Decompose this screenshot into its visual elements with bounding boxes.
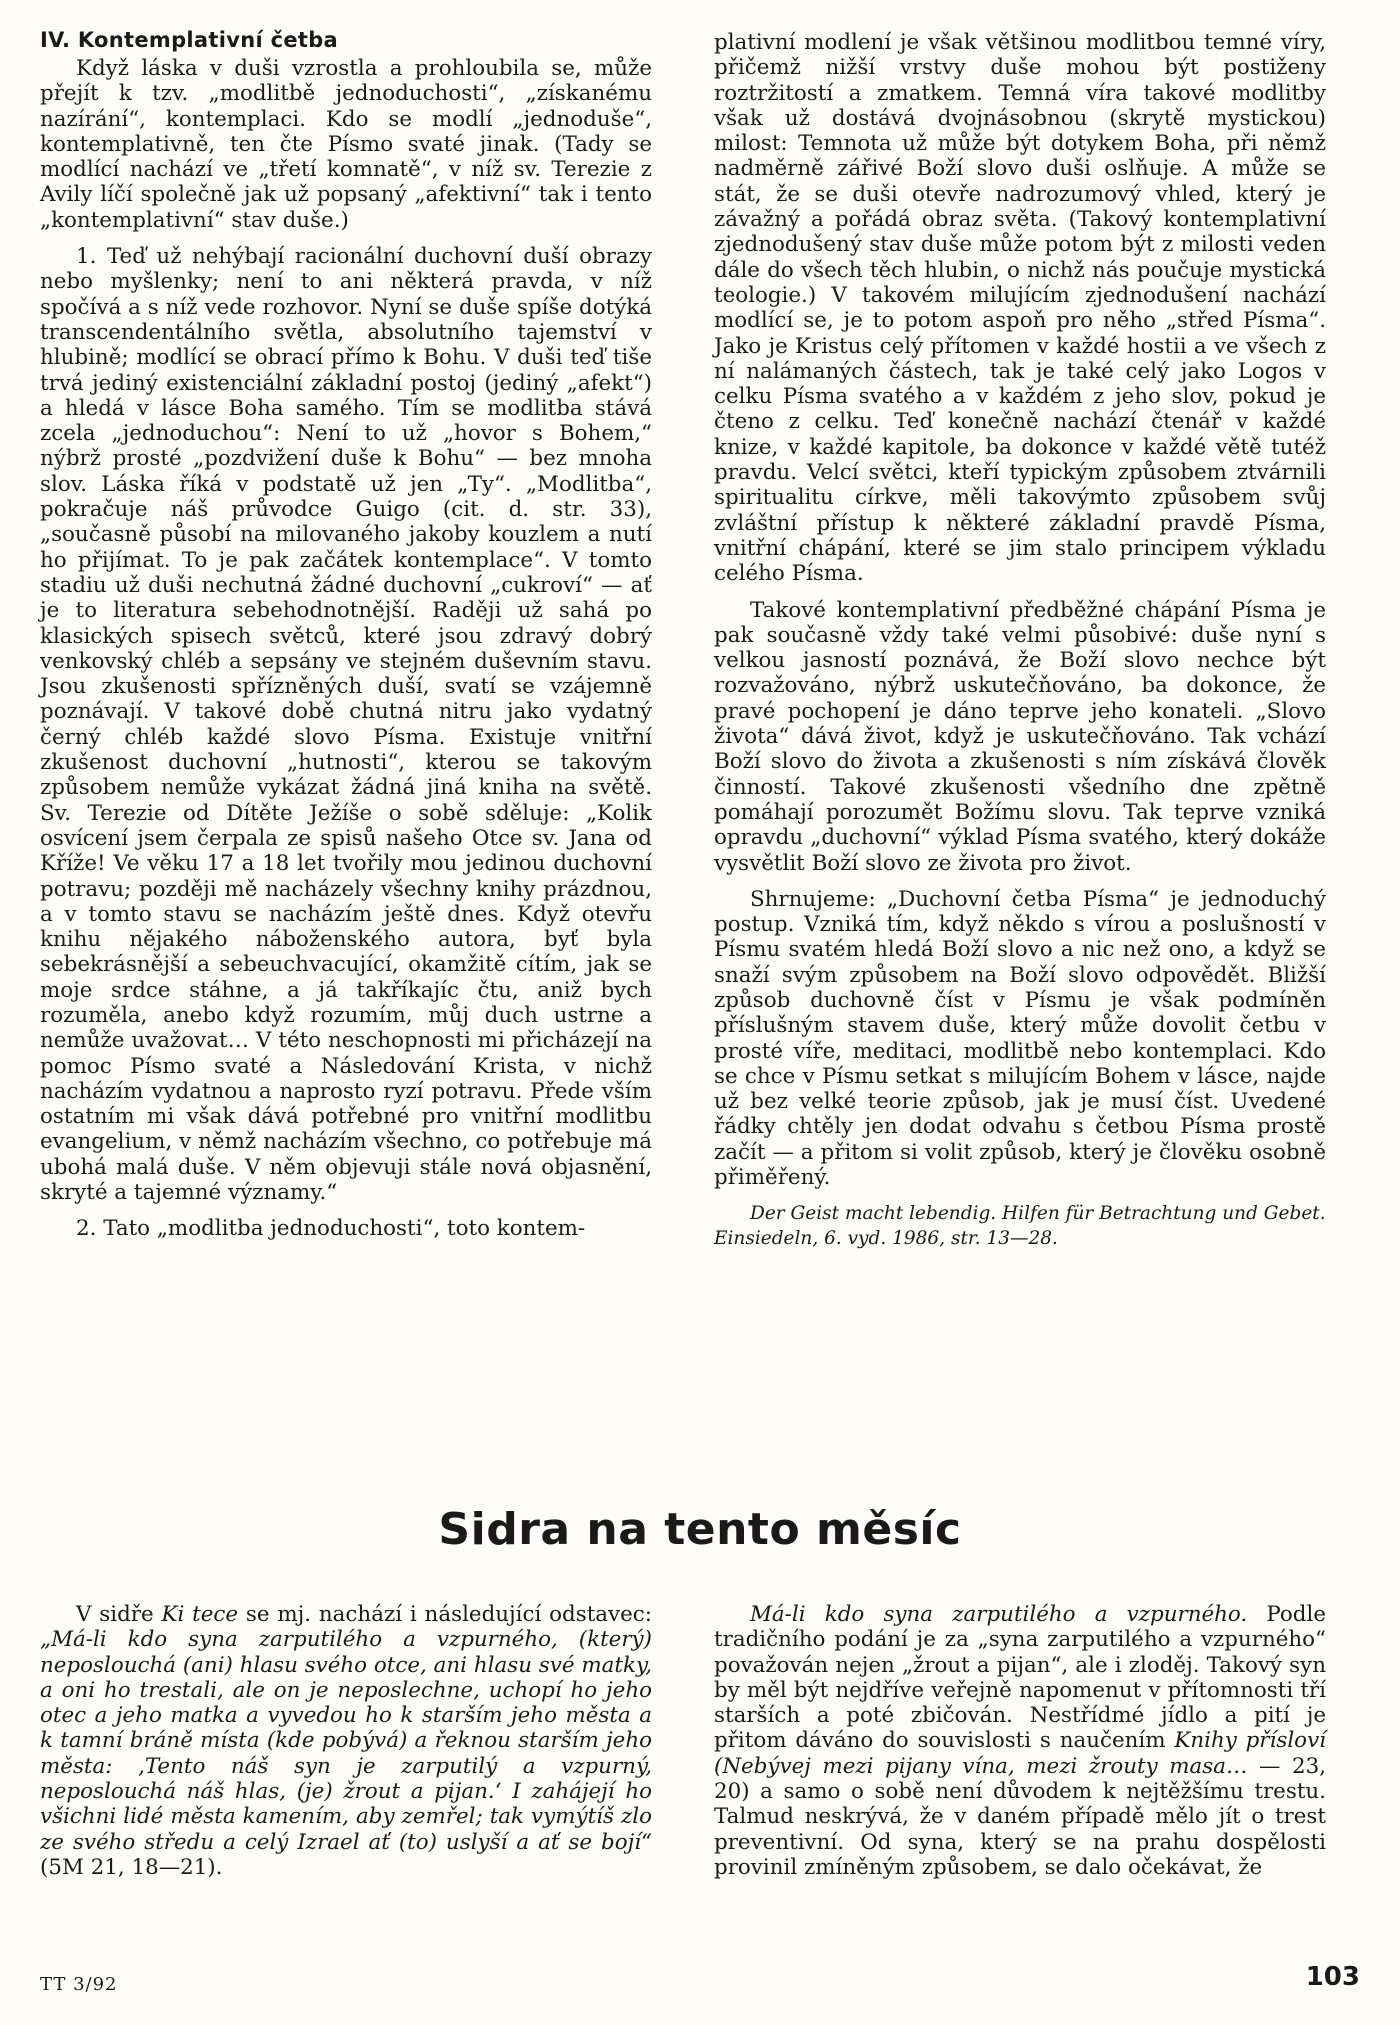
bible-reference: (5M 21, 18—21). — [40, 1854, 223, 1880]
body-text: Podle tradičního podání je za „syna zarputilého a vzpurného“ považován nejen „žrout a pijan“, ale i zloděj. Takový syn by měl být nejdříve veřejně napomenut v přítomnosti tří starších a poté zbičován. Nestřídmé jídlo a pití je přitom dáváno do souvislosti s naučením — [714, 1602, 1326, 1754]
bible-quote: „Má-li kdo syna zarputilého a vzpurného, (který) neposlouchá (ani) hlasu svého otce, ani hlasu své matky, a oni ho trestali, ale on je neposlechne, uchopí ho jeho otec a jeho matka a vyvedou ho k starším jeho města a k tamní bráně místa (kde pobývá) a řeknou starším jeho města: ‚Tento náš syn je zarputilý a vzpurný, neposlouchá náš hlas, (je) žrout a pijan.‘ I zahájejí ho všichni lidé města kamením, aby zemřel; tak vymýtíš zlo ze svého středu a celý Izrael ať (to) uslyší a ať se bojí“ — [40, 1627, 652, 1855]
intro-text: se mj. nachází i následující odstavec: — [238, 1602, 652, 1627]
section-left-column — [40, 56, 652, 1242]
issue-label: TT 3/92 — [40, 1974, 118, 1995]
paragraph — [40, 1602, 652, 1880]
paragraph: 2. Tato „modlitba jednoduchosti“, toto kontem- — [76, 1216, 586, 1242]
quote-lead: Má-li kdo syna zarputilého a vzpurného. — [750, 1602, 1248, 1627]
section-heading: IV. Kontemplativní četba — [40, 28, 339, 52]
section-right-column — [714, 30, 1326, 1251]
intro-text: V sidře — [76, 1602, 162, 1627]
article-title: Sidra na tento měsíc — [438, 1504, 962, 1555]
paragraph: 1. Teď už nehýbají racionální duchovní duší obrazy nebo myšlenky; není to ani některá pravda, v níž spočívá a s níž vede rozhovor. Nyní se duše spíše dotýká transcendentálního světla, absolutního tajemství v hlubině; modlící se obrací přímo k Bohu. V duši teď tiše trvá jediný existenciální základní postoj (jediný „afekt“) a hledá v lásce Boha samého. Tím se modlitba stává zcela „jednoduchou“: Není to už „hovor s Bohem,“ nýbrž prosté „pozdvižení duše k Bohu“ — bez mnoha slov. Láska říká v podstatě už jen „Ty“. „Modlitba“, pokračuje náš průvodce Guigo (cit. d. str. 33), „současně působí na milovaného jakoby kouzlem a nutí ho přijímat. To je pak začátek kontemplace“. V tomto stadiu už duši nechutná žádné duchovní „cukroví“ — ať je to literatura sebehodnotnější. Raději už sahá po klasických spisech světců, které jsou zdravý dobrý venkovský chléb a sepsány ve stejném duševním stavu. Jsou zkušenosti spřízněných duší, svatí se vzájemně poznávají. V takové době chutná nitru jako vydatný černý chléb každé slovo Písma. Existuje vnitřní zkušenost duchovní „hutnosti“, kterou se takovým způsobem nemůže vykázat žádná jiná kniha na světě. Sv. Terezie od Dítěte Ježíše o sobě sděluje: „Kolik osvícení jsem čerpala ze spisů našeho Otce sv. Jana od Kříže! Ve věku 17 a 18 let tvořily mou jedinou duchovní potravu; později mě nacházely všechny knihy prázdnou, a v tomto stavu se nacházím ještě dnes. Když otevřu knihu nějakého náboženského autora, byť byla sebekrásnější a sebeuchvacující, okamžitě cítím, jak se moje srdce stáhne, a já takříkajíc čtu, aniž bych rozuměla, anebo když rozumím, můj duch ustrne a nemůže uvažovat… V této neschopnosti mi přicházejí na pomoc Písmo svaté a Následování Krista, v nichž nacházím vydatnou a naprosto ryzí potravu. Přede vším ostatním mi však dává potřebné pro vnitřní modlitbu evangelium, v němž nacházím všechno, co potřebuje má ubohá malá duše. V něm objevuji stále nová objasnění, skryté a tajemné významy.“ — [40, 244, 652, 1206]
sidra-name: Ki tece — [161, 1602, 239, 1627]
article-right-column — [714, 1602, 1326, 1880]
article-left-column — [40, 1602, 652, 1880]
paragraph: Když láska v duši vzrostla a prohloubila se, může přejít k tzv. „modlitbě jednoduchosti“, „získanému nazírání“, kontemplaci. Kdo se modlí „jednoduše“, kontemplativně, ten čte Písmo svaté jinak. (Tady se modlící nachází ve „třetí komnatě“, v níž sv. Terezie z Avily líčí společně jak už popsaný „afektivní“ tak i tento „kontemplativní“ stav duše.) — [40, 56, 652, 233]
paragraph — [714, 1602, 1326, 1880]
paragraph: Takové kontemplativní předběžné chápání Písma je pak současně vždy také velmi působivé: duše nyní s velkou jasností poznává, že Boží slovo nechce být rozvažováno, nýbrž uskutečňováno, ba dokonce, že pravé pochopení je dáno teprve jeho konateli. „Slovo života“ dává život, když je uskutečňováno. Tak vchází Boží slovo do života a zkušenosti s ním získává člověk činností. Takové zkušenosti všedního dne zpětně pomáhají porozumět Božímu slovu. Tak teprve vzniká opravdu „duchovní“ výklad Písma svatého, který dokáže vysvětlit Boží slovo ze života pro život. — [714, 597, 1326, 876]
paragraph: plativní modlení je však většinou modlitbou temné víry, přičemž nižší vrstvy duše mohou být postiženy roztržitostí a zmatkem. Temná víra takové modlitby však už dostává dvojnásobnou (skrytě mystickou) milost: Temnota už může být dotykem Boha, při němž nadměrně zářivé Boží slovo duši oslňuje. A může se stát, že se duši otevře nadrozumový vhled, který je závažný a pořádá obraz světa. (Takový kontemplativní zjednodušený stav duše může potom být z milosti veden dále do všech těch hlubin, o nichž nás poučuje mystická teologie.) V takovém milujícím zjednodušení nachází modlící se, je to potom aspoň pro něho „střed Písma“. Jako je Kristus celý přítomen v každé hostii a ve všech z ní nalámaných částech, tak je také celý jako Logos v celku Písma svatého a v každém z jeho slov, pokud je čteno z celku. Teď konečně nachází čtenář v každé knize, v každé kapitole, ba dokonce v každé větě tutéž pravdu. Velcí světci, kteří typickým způsobem ztvárnili spiritualitu církve, měli takovýmto způsobem svůj zvláštní přístup k některé základní pravdě Písma, vnitřní chápání, které se jim stalo principem výkladu celého Písma. — [714, 30, 1326, 587]
paragraph: Shrnujeme: „Duchovní četba Písma“ je jednoduchý postup. Vzniká tím, když někdo s vírou a poslušností v Písmu svatém hledá Boží slovo a nic než ono, a když se snaží svým způsobem na Boží slovo odpovědět. Bližší způsob duchovně číst v Písmu je však podmíněn příslušným stavem duše, který může dovolit četbu v prosté víře, meditaci, modlitbě nebo kontemplaci. Kdo se chce v Písmu setkat s milujícím Bohem v lásce, najde už bez velké teorie způsob, jak je musí číst. Uvedené řádky chtěly jen dodat odvahu s četbou Písma prostě začít — a přitom si volit způsob, který je člověku osobně přiměřený. — [714, 886, 1326, 1191]
body-text: — 23, 20) a samo o sobě není důvodem k nejtěžšímu trestu. Talmud neskrývá, že v daném případě mělo jít o trest preventivní. Od syna, který se na prahu dospělosti provinil zmíněným způsobem, se dalo očekávat, že — [714, 1753, 1326, 1880]
source-note: Der Geist macht lebendig. Hilfen für Betrachtung und Gebet. Einsiedeln, 6. vyd. 1986, str. 13—28. — [714, 1203, 1326, 1250]
book-citation: Knihy přísloví (Nebývej mezi pijany vína, mezi žrouty masa… — [714, 1728, 1326, 1779]
page-number: 103 — [1305, 1962, 1360, 1992]
